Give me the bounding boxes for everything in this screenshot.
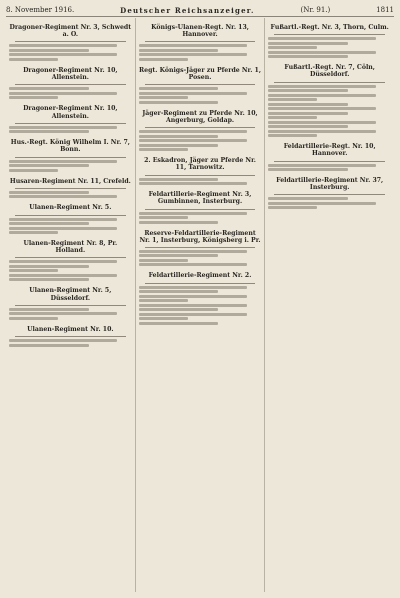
text-line xyxy=(139,101,219,104)
text-line xyxy=(139,290,219,293)
section-rule xyxy=(15,257,126,258)
text-line xyxy=(9,191,89,194)
text-line xyxy=(139,92,247,95)
column-3 xyxy=(264,18,394,592)
text-line xyxy=(139,216,188,219)
section-rule xyxy=(145,209,256,210)
section-rule xyxy=(274,82,385,83)
text-line xyxy=(139,295,247,298)
text-line xyxy=(9,231,58,234)
text-line xyxy=(268,168,348,171)
section-rule xyxy=(274,34,385,35)
text-line xyxy=(268,206,317,209)
text-line xyxy=(268,103,348,106)
text-line xyxy=(268,46,317,49)
text-line xyxy=(9,164,89,167)
section-heading: Königs-Ulanen-Regt. Nr. 13, Hannover. xyxy=(151,24,249,39)
section-heading: Regt. Königs-Jäger zu Pferde Nr. 1, Posen. xyxy=(139,66,261,82)
section-rule xyxy=(145,247,256,248)
text-line xyxy=(139,221,219,224)
section-rule xyxy=(15,84,126,85)
text-line xyxy=(139,212,247,215)
text-line xyxy=(268,94,376,97)
section-rule xyxy=(145,84,256,85)
section-heading: Feldartillerie-Regiment Nr. 2. xyxy=(148,272,252,280)
section-heading: Fußartl.-Regt. Nr. 7, Cöln, Düsseldorf. xyxy=(284,64,375,79)
text-line xyxy=(139,250,247,253)
section-heading: Ulanen-Regiment Nr. 5, Düsseldorf. xyxy=(29,287,112,302)
text-line xyxy=(139,286,247,289)
section-rule xyxy=(15,336,126,337)
section-heading: Dragoner-Regiment Nr. 10, Allenstein. xyxy=(23,105,118,120)
section-heading: Ulanen-Regiment Nr. 8, Pr. Holland. xyxy=(23,240,118,255)
text-line xyxy=(139,49,219,52)
text-line xyxy=(139,317,188,320)
text-line xyxy=(9,278,89,281)
text-line xyxy=(9,312,117,315)
section-heading: Ulanen-Regiment Nr. 10. xyxy=(27,325,114,333)
text-line xyxy=(139,144,219,147)
section-rule xyxy=(15,188,126,189)
text-line xyxy=(9,130,89,133)
text-line xyxy=(139,304,247,307)
text-line xyxy=(268,164,376,167)
text-line xyxy=(139,254,219,257)
text-line xyxy=(139,58,188,61)
text-line xyxy=(9,195,117,198)
text-line xyxy=(9,96,58,99)
text-line xyxy=(9,339,117,342)
text-line xyxy=(9,222,89,225)
section-heading: Dragoner-Regiment Nr. 3, Schwedt a. O. xyxy=(9,24,132,39)
text-line xyxy=(139,299,188,302)
header-title: Deutscher Reichsanzeiger. xyxy=(120,5,255,15)
text-line xyxy=(139,135,219,138)
section-rule xyxy=(15,123,126,124)
text-line xyxy=(9,126,117,129)
section-rule xyxy=(145,127,256,128)
text-line xyxy=(9,308,89,311)
text-line xyxy=(9,265,89,268)
section-heading: Husaren-Regiment Nr. 11, Crefeld. xyxy=(9,177,131,185)
text-line xyxy=(268,55,348,58)
text-line xyxy=(268,37,376,40)
text-line xyxy=(139,96,188,99)
section-heading: Ulanen-Regiment Nr. 5. xyxy=(29,204,112,212)
section-rule xyxy=(15,157,126,158)
text-line xyxy=(139,308,219,311)
text-line xyxy=(268,197,348,200)
text-line xyxy=(9,87,89,90)
section-rule xyxy=(15,41,126,42)
text-line xyxy=(268,116,317,119)
section-heading: Hus.-Regt. König Wilhelm I. Nr. 7, Bonn. xyxy=(10,139,130,154)
text-line xyxy=(139,322,219,325)
text-line xyxy=(268,130,376,133)
text-line xyxy=(9,269,58,272)
text-line xyxy=(268,121,376,124)
text-line xyxy=(139,263,247,266)
section-rule xyxy=(15,215,126,216)
text-line xyxy=(9,344,89,347)
text-line xyxy=(139,182,247,185)
header-issue: (Nr. 91.) xyxy=(300,6,331,14)
text-line xyxy=(268,42,348,45)
text-line xyxy=(139,87,219,90)
text-line xyxy=(268,125,348,128)
text-line xyxy=(139,53,247,56)
column-2 xyxy=(135,18,265,592)
section-heading: Dragoner-Regiment Nr. 10, Allenstein. xyxy=(23,66,118,82)
section-heading: 2. Eskadron, Jäger zu Pferde Nr. 11, Tarnowitz. xyxy=(144,157,256,172)
section-heading: Reserve-Feldartillerie-Regiment Nr. 1, Insterburg, Königsberg i. Pr. xyxy=(139,229,261,244)
section-rule xyxy=(15,305,126,306)
section-heading: Feldartillerie-Regiment Nr. 3, Gumbinnen, Insterburg. xyxy=(148,191,252,206)
text-line xyxy=(9,49,89,52)
text-line xyxy=(139,44,247,47)
header-page-number: 1811 xyxy=(376,6,394,14)
section-rule xyxy=(145,41,256,42)
text-line xyxy=(9,274,117,277)
header-date: 8. November 1916. xyxy=(6,6,75,14)
text-line xyxy=(139,139,247,142)
text-line xyxy=(9,169,58,172)
column-1 xyxy=(6,18,135,592)
section-heading: Fußartl.-Regt. Nr. 3, Thorn, Culm. xyxy=(270,24,389,31)
text-line xyxy=(268,202,376,205)
text-line xyxy=(9,92,117,95)
text-line xyxy=(9,260,117,263)
text-line xyxy=(9,218,117,221)
text-line xyxy=(9,53,117,56)
section-rule xyxy=(274,194,385,195)
text-line xyxy=(268,85,376,88)
text-line xyxy=(9,44,117,47)
text-line xyxy=(268,98,317,101)
text-line xyxy=(9,58,58,61)
section-rule xyxy=(145,175,256,176)
text-line xyxy=(139,259,188,262)
columns xyxy=(6,18,394,592)
text-line xyxy=(139,313,247,316)
text-line xyxy=(139,178,219,181)
text-line xyxy=(9,317,58,320)
text-line xyxy=(268,107,376,110)
section-heading: Feldartillerie-Regiment Nr. 37, Insterburg. xyxy=(276,177,384,192)
text-line xyxy=(139,148,188,151)
text-line xyxy=(268,89,348,92)
text-line xyxy=(268,134,317,137)
text-line xyxy=(139,130,247,133)
text-line xyxy=(268,51,376,54)
text-line xyxy=(9,227,117,230)
section-heading: Feldartillerie-Regt. Nr. 10, Hannover. xyxy=(283,143,376,158)
section-heading: Jäger-Regiment zu Pferde Nr. 10, Angerburg, Goldap. xyxy=(142,109,258,125)
section-rule xyxy=(145,283,256,284)
page-header xyxy=(6,4,394,17)
text-line xyxy=(9,160,117,163)
section-rule xyxy=(274,161,385,162)
text-line xyxy=(268,112,348,115)
